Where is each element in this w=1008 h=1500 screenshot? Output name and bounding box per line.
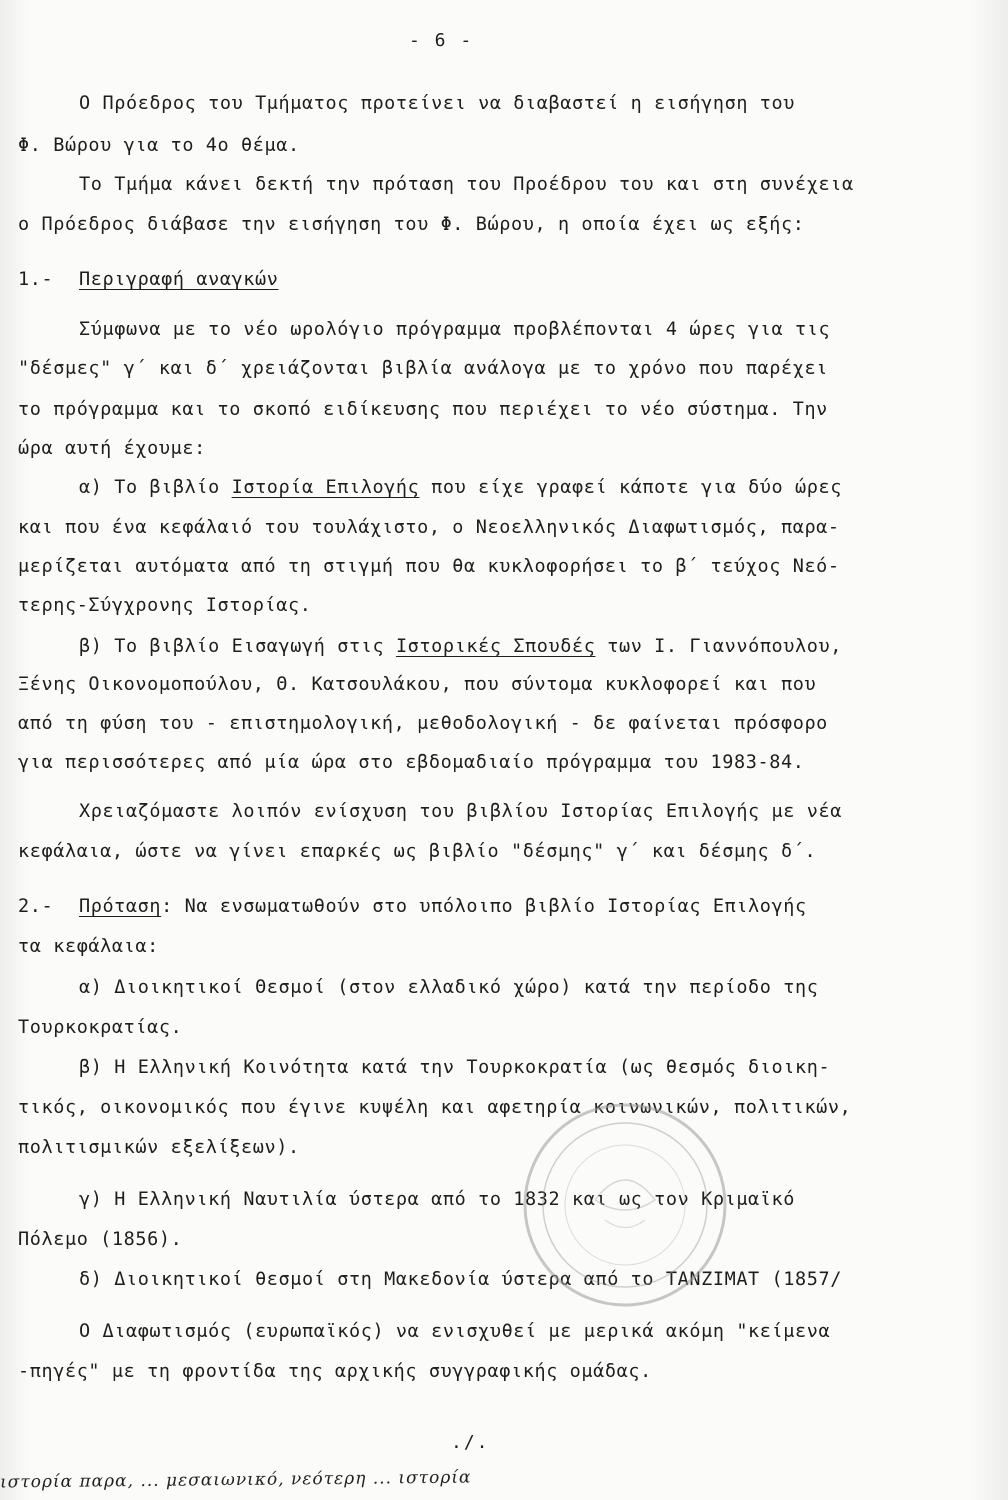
handwritten-note: ιστορία παρα, ... μεσαιωνικό, νεότερη ... ιστορία — [0, 1467, 472, 1493]
paragraph-line: -πηγές" με τη φροντίδα της αρχικής συγγραφικής ομάδας. — [18, 1361, 652, 1382]
text-run: : Να ενσωματωθούν στο υπόλοιπο βιβλίο Ιστορίας Επιλογής — [161, 896, 807, 917]
text-run: β) Το βιβλίο Εισαγωγή στις — [79, 636, 396, 657]
text-run: α) Το βιβλίο — [79, 477, 232, 498]
list-item-d: δ) Διοικητικοί θεσμοί στη Μακεδονία ύστερα από το TANZIMAT (1857/ — [79, 1269, 842, 1290]
paragraph-line: τικός, οικονομικός που έγινε κυψέλη και αφετηρία κοινωνικών, πολιτικών, — [18, 1097, 852, 1118]
paragraph-line: ώρα αυτή έχουμε: — [18, 438, 206, 459]
paragraph-line: τερης-Σύγχρονης Ιστορίας. — [18, 595, 312, 616]
section-heading-2 — [18, 895, 807, 919]
section-heading-1 — [18, 268, 279, 292]
section-number: 1.- — [18, 269, 54, 290]
list-item-b — [79, 635, 842, 659]
continuation-mark: ./. — [451, 1432, 490, 1453]
paragraph-line: και που ένα κεφάλαιό του τουλάχιστο, ο Νεοελληνικός Διαφωτισμός, παρα- — [18, 517, 840, 538]
section-title: Περιγραφή αναγκών — [78, 269, 279, 290]
paragraph-line: ο Πρόεδρος διάβασε την εισήγηση του Φ. Βώρου, η οποία έχει ως εξής: — [18, 214, 805, 235]
paragraph-line: από τη φύση του - επιστημολογική, μεθοδολογική - δε φαίνεται πρόσφορο — [18, 713, 828, 734]
paragraph-line: Ο Πρόεδρος του Τμήματος προτείνει να διαβαστεί η εισήγηση του — [79, 93, 796, 114]
paragraph-line: "δέσμες" γ΄ και δ΄ χρειάζονται βιβλία ανάλογα με το χρόνο που παρέχει — [18, 358, 828, 379]
paragraph-line: Χρειαζόμαστε λοιπόν ενίσχυση του βιβλίου Ιστορίας Επιλογής με νέα — [79, 801, 842, 822]
paragraph-line: το πρόγραμμα και το σκοπό ειδίκευσης που περιέχει το νέο σύστημα. Την — [18, 399, 828, 420]
paragraph-line: Τουρκοκρατίας. — [18, 1017, 183, 1038]
paragraph-line: Σύμφωνα με το νέο ωρολόγιο πρόγραμμα προβλέπονται 4 ώρες για τις — [79, 319, 831, 340]
page-number: - 6 - — [409, 30, 474, 51]
paragraph-line: τα κεφάλαια: — [18, 936, 159, 957]
list-item-c: γ) Η Ελληνική Ναυτιλία ύστερα από το 1832 και ως τον Κριμαϊκό — [79, 1189, 796, 1210]
list-item-b: β) Η Ελληνική Κοινότητα κατά την Τουρκοκρατία (ως θεσμός διοικη- — [79, 1057, 831, 1078]
section-number: 2.- — [18, 896, 54, 917]
paragraph-line: Φ. Βώρου για το 4ο θέμα. — [18, 135, 300, 156]
paragraph-line: για περισσότερες από μία ώρα στο εβδομαδιαίο πρόγραμμα του 1983-84. — [18, 752, 805, 773]
paragraph-line: Πόλεμο (1856). — [18, 1229, 183, 1250]
underlined-title: Ιστορικές Σπουδές — [395, 636, 596, 657]
section-title: Πρόταση — [78, 896, 162, 917]
paragraph-line: Ξένης Οικονομοπούλου, Θ. Κατσουλάκου, που σύντομα κυκλοφορεί και που — [18, 674, 817, 695]
paragraph-line: Το Τμήμα κάνει δεκτή την πρόταση του Προέδρου του και στη συνέχεια — [79, 174, 854, 195]
text-run: των Ι. Γιαννόπουλου, — [595, 636, 842, 657]
list-item-a: α) Διοικητικοί Θεσμοί (στον ελλαδικό χώρο) κατά την περίοδο της — [79, 977, 819, 998]
paragraph-line: κεφάλαια, ώστε να γίνει επαρκές ως βιβλίο "δέσμης" γ΄ και δέσμης δ΄. — [18, 841, 817, 862]
paragraph-line: μερίζεται αυτόματα από τη στιγμή που θα κυκλοφορήσει το β΄ τεύχος Νεό- — [18, 556, 840, 577]
text-run: που είχε γραφεί κάποτε για δύο ώρες — [419, 477, 842, 498]
paragraph-line: Ο Διαφωτισμός (ευρωπαϊκός) να ενισχυθεί με μερικά ακόμη "κείμενα — [79, 1321, 831, 1342]
list-item-a — [79, 476, 842, 500]
paragraph-line: πολιτισμικών εξελίξεων). — [18, 1137, 300, 1158]
underlined-title: Ιστορία Επιλογής — [231, 477, 420, 498]
circular-stamp — [500, 1080, 750, 1330]
